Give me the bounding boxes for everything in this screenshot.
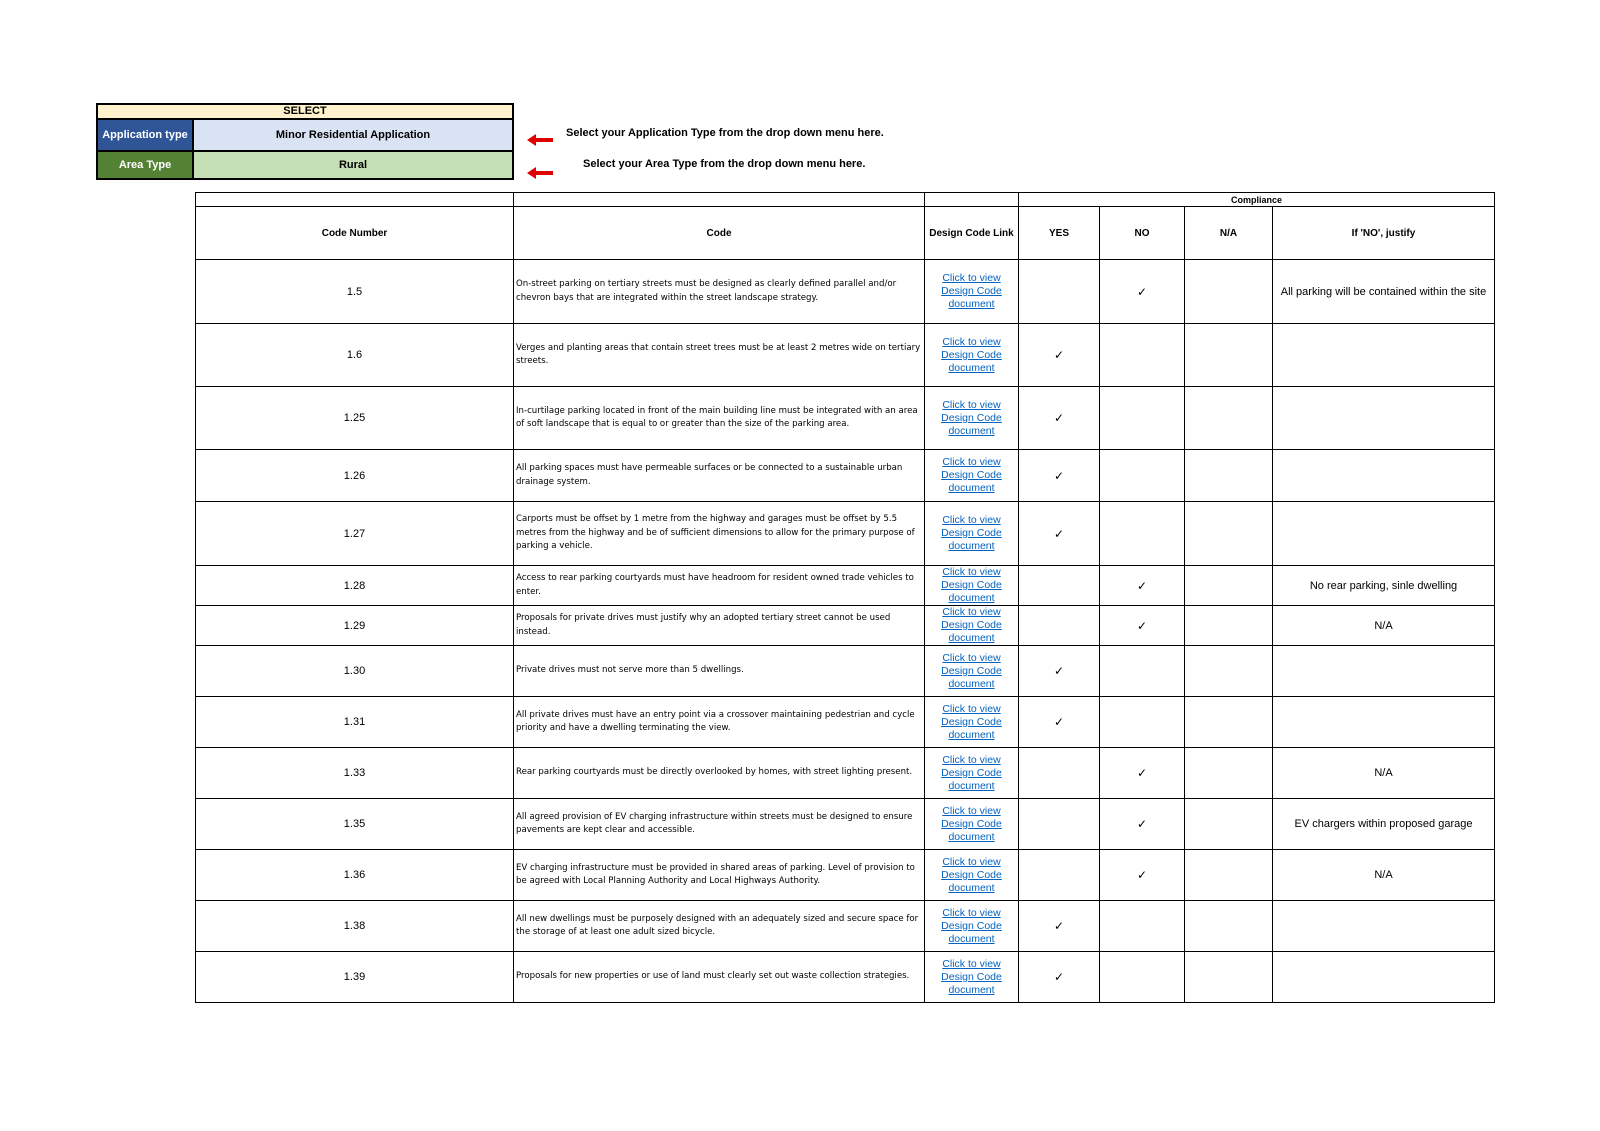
area-type-label: Area Type xyxy=(97,151,193,179)
yes-cell[interactable] xyxy=(1019,646,1100,697)
justification-cell[interactable] xyxy=(1273,697,1495,748)
no-cell[interactable] xyxy=(1100,799,1185,850)
code-number-cell: 1.5 xyxy=(196,260,514,324)
code-text-cell: Private drives must not serve more than 5 dwellings. xyxy=(514,646,925,697)
design-code-link[interactable] xyxy=(941,703,1002,741)
design-code-link[interactable] xyxy=(941,652,1002,690)
no-cell[interactable] xyxy=(1100,260,1185,324)
design-code-link-line: Design Code xyxy=(941,868,1002,881)
yes-cell[interactable] xyxy=(1019,387,1100,450)
table-row xyxy=(196,697,1495,748)
code-number-cell: 1.26 xyxy=(196,450,514,502)
code-number-cell: 1.30 xyxy=(196,646,514,697)
code-text-cell: On-street parking on tertiary streets must be designed as clearly defined parallel and/or chevron bays that are integrated within the street landscape strategy. xyxy=(514,260,925,324)
design-code-link-line: document xyxy=(948,361,995,374)
justification-cell[interactable]: EV chargers within proposed garage xyxy=(1273,799,1495,850)
application-type-dropdown[interactable]: Minor Residential Application xyxy=(193,119,513,151)
design-code-link-line: Click to view xyxy=(942,702,1001,715)
na-cell[interactable] xyxy=(1185,799,1273,850)
no-cell[interactable] xyxy=(1100,850,1185,901)
yes-cell[interactable] xyxy=(1019,901,1100,952)
no-cell[interactable] xyxy=(1100,606,1185,646)
design-code-link[interactable] xyxy=(941,907,1002,945)
design-code-link-line: Design Code xyxy=(941,970,1002,983)
design-code-link-line: Design Code xyxy=(941,348,1002,361)
table-row xyxy=(196,566,1495,606)
design-code-link-line: Click to view xyxy=(942,335,1001,348)
no-cell[interactable] xyxy=(1100,952,1185,1003)
design-code-link-cell xyxy=(925,502,1019,566)
yes-cell[interactable] xyxy=(1019,324,1100,387)
design-code-link-line: Design Code xyxy=(941,411,1002,424)
table-row xyxy=(196,606,1495,646)
design-code-link-line: document xyxy=(948,932,995,945)
table-row xyxy=(196,260,1495,324)
check-mark-icon: ✓ xyxy=(1136,618,1148,633)
code-text-cell: Proposals for private drives must justify why an adopted tertiary street cannot be used instead. xyxy=(514,606,925,646)
design-code-link-line: Click to view xyxy=(942,566,1001,578)
na-cell[interactable] xyxy=(1185,502,1273,566)
na-cell[interactable] xyxy=(1185,901,1273,952)
justification-cell[interactable] xyxy=(1273,387,1495,450)
yes-cell[interactable] xyxy=(1019,606,1100,646)
no-cell[interactable] xyxy=(1100,748,1185,799)
design-code-link-cell xyxy=(925,901,1019,952)
code-number-cell: 1.38 xyxy=(196,901,514,952)
check-mark-icon: ✓ xyxy=(1053,715,1065,729)
na-cell[interactable] xyxy=(1185,850,1273,901)
red-arrow-icon xyxy=(527,167,553,179)
check-mark-icon: ✓ xyxy=(1053,664,1065,678)
blank-header-cell xyxy=(925,193,1019,207)
na-cell[interactable] xyxy=(1185,952,1273,1003)
check-mark-icon: ✓ xyxy=(1136,766,1148,780)
table-row xyxy=(196,324,1495,387)
design-code-link[interactable] xyxy=(941,958,1002,996)
design-code-link-cell xyxy=(925,952,1019,1003)
design-code-link-line: document xyxy=(948,632,995,644)
code-text-cell: Rear parking courtyards must be directly overlooked by homes, with street lighting present. xyxy=(514,748,925,799)
red-arrow-icon xyxy=(527,134,553,146)
design-code-link-line: document xyxy=(948,779,995,792)
justification-cell[interactable] xyxy=(1273,646,1495,697)
table-row xyxy=(196,450,1495,502)
code-text-cell: Proposals for new properties or use of land must clearly set out waste collection strategies. xyxy=(514,952,925,1003)
table-row xyxy=(196,850,1495,901)
table-row xyxy=(196,799,1495,850)
justification-cell[interactable] xyxy=(1273,952,1495,1003)
code-number-cell: 1.36 xyxy=(196,850,514,901)
justification-cell[interactable]: N/A xyxy=(1273,748,1495,799)
blank-header-cell xyxy=(514,193,925,207)
design-code-link-line: Design Code xyxy=(941,527,1002,539)
selection-panel xyxy=(96,103,514,180)
application-type-label: Application type xyxy=(97,119,193,151)
yes-cell[interactable] xyxy=(1019,952,1100,1003)
design-code-link[interactable] xyxy=(941,856,1002,894)
na-cell[interactable] xyxy=(1185,697,1273,748)
code-number-cell: 1.35 xyxy=(196,799,514,850)
yes-cell[interactable] xyxy=(1019,748,1100,799)
design-code-link-cell xyxy=(925,748,1019,799)
no-cell[interactable] xyxy=(1100,566,1185,606)
code-text-cell: Verges and planting areas that contain street trees must be at least 2 metres wide on tertiary streets. xyxy=(514,324,925,387)
design-code-link-line: Design Code xyxy=(941,817,1002,830)
select-header: SELECT xyxy=(97,104,513,119)
check-mark-icon: ✓ xyxy=(1136,868,1148,882)
table-row xyxy=(196,646,1495,697)
design-code-link[interactable] xyxy=(941,805,1002,843)
application-type-instruction: Select your Application Type from the drop down menu here. xyxy=(566,127,884,139)
code-text-cell: All parking spaces must have permeable surfaces or be connected to a sustainable urban drainage system. xyxy=(514,450,925,502)
no-cell[interactable] xyxy=(1100,697,1185,748)
design-code-link-line: Design Code xyxy=(941,664,1002,677)
compliance-table xyxy=(195,192,1495,1003)
na-cell[interactable] xyxy=(1185,387,1273,450)
design-code-link-cell xyxy=(925,799,1019,850)
design-code-link[interactable] xyxy=(941,606,1002,644)
design-code-link-cell xyxy=(925,606,1019,646)
justification-cell[interactable] xyxy=(1273,450,1495,502)
design-code-link-line: document xyxy=(948,592,995,604)
justification-cell[interactable] xyxy=(1273,502,1495,566)
design-code-link-line: Design Code xyxy=(941,766,1002,779)
no-cell[interactable] xyxy=(1100,324,1185,387)
justification-cell[interactable]: All parking will be contained within the site xyxy=(1273,260,1495,324)
design-code-link[interactable] xyxy=(941,399,1002,437)
design-code-link[interactable] xyxy=(941,336,1002,374)
no-cell[interactable] xyxy=(1100,646,1185,697)
design-code-link-line: document xyxy=(948,728,995,741)
design-code-link-line: document xyxy=(948,881,995,894)
yes-cell[interactable] xyxy=(1019,799,1100,850)
check-mark-icon: ✓ xyxy=(1053,919,1065,933)
justification-cell[interactable] xyxy=(1273,901,1495,952)
code-text-cell: All agreed provision of EV charging infrastructure within streets must be designed to ensure pavements are kept clear and accessible. xyxy=(514,799,925,850)
yes-cell[interactable] xyxy=(1019,260,1100,324)
code-text-cell: All private drives must have an entry point via a crossover maintaining pedestrian and cycle priority and have a dwelling terminating the view. xyxy=(514,697,925,748)
column-header-na: N/A xyxy=(1185,207,1273,260)
yes-cell[interactable] xyxy=(1019,566,1100,606)
design-code-link-cell xyxy=(925,260,1019,324)
design-code-link-cell xyxy=(925,850,1019,901)
design-code-link-cell xyxy=(925,646,1019,697)
code-number-cell: 1.28 xyxy=(196,566,514,606)
design-code-link-line: Design Code xyxy=(941,715,1002,728)
design-code-link[interactable] xyxy=(941,456,1002,494)
na-cell[interactable] xyxy=(1185,748,1273,799)
justification-cell[interactable]: No rear parking, sinle dwelling xyxy=(1273,566,1495,606)
design-code-link-line: document xyxy=(948,424,995,437)
design-code-link-line: document xyxy=(948,298,995,310)
na-cell[interactable] xyxy=(1185,646,1273,697)
design-code-link-line: Click to view xyxy=(942,957,1001,970)
column-header-no: NO xyxy=(1100,207,1185,260)
design-code-link-line: Click to view xyxy=(942,804,1001,817)
design-code-link-cell xyxy=(925,387,1019,450)
justification-cell[interactable]: N/A xyxy=(1273,850,1495,901)
design-code-link[interactable] xyxy=(941,272,1002,310)
design-code-link-cell xyxy=(925,697,1019,748)
table-row xyxy=(196,387,1495,450)
code-number-cell: 1.39 xyxy=(196,952,514,1003)
design-code-link-cell xyxy=(925,566,1019,606)
check-mark-icon: ✓ xyxy=(1136,578,1148,593)
design-code-link-line: Design Code xyxy=(941,579,1002,591)
design-code-link-line: Design Code xyxy=(941,619,1002,631)
design-code-link-line: document xyxy=(948,677,995,690)
design-code-link-line: document xyxy=(948,983,995,996)
design-code-link-line: Click to view xyxy=(942,514,1001,526)
design-code-link-line: Click to view xyxy=(942,855,1001,868)
check-mark-icon: ✓ xyxy=(1053,348,1065,362)
check-mark-icon: ✓ xyxy=(1136,284,1148,299)
no-cell[interactable] xyxy=(1100,387,1185,450)
design-code-link-line: Click to view xyxy=(942,272,1001,284)
design-code-link-line: document xyxy=(948,830,995,843)
design-code-link[interactable] xyxy=(941,566,1002,604)
column-header-design-code-link: Design Code Link xyxy=(925,207,1019,260)
code-text-cell: Access to rear parking courtyards must have headroom for resident owned trade vehicles to enter. xyxy=(514,566,925,606)
table-row xyxy=(196,748,1495,799)
column-header-code: Code xyxy=(514,207,925,260)
column-header-yes: YES xyxy=(1019,207,1100,260)
code-number-cell: 1.31 xyxy=(196,697,514,748)
design-code-link[interactable] xyxy=(941,514,1002,552)
code-text-cell: Carports must be offset by 1 metre from the highway and garages must be offset by 5.5 metres from the highway and be of sufficient dimensions to allow for the primary purpose of parking a vehicle. xyxy=(514,502,925,566)
yes-cell[interactable] xyxy=(1019,697,1100,748)
no-cell[interactable] xyxy=(1100,502,1185,566)
blank-header-cell xyxy=(196,193,514,207)
no-cell[interactable] xyxy=(1100,450,1185,502)
code-text-cell: All new dwellings must be purposely designed with an adequately sized and secure space for the storage of at least one adult sized bicycle. xyxy=(514,901,925,952)
code-number-cell: 1.27 xyxy=(196,502,514,566)
na-cell[interactable] xyxy=(1185,566,1273,606)
code-text-cell: EV charging infrastructure must be provided in shared areas of parking. Level of provision to be agreed with Local Planning Authority and Local Highways Authority. xyxy=(514,850,925,901)
table-row xyxy=(196,901,1495,952)
code-number-cell: 1.33 xyxy=(196,748,514,799)
yes-cell[interactable] xyxy=(1019,850,1100,901)
yes-cell[interactable] xyxy=(1019,502,1100,566)
area-type-dropdown[interactable]: Rural xyxy=(193,151,513,179)
check-mark-icon: ✓ xyxy=(1053,526,1065,541)
design-code-link-line: Design Code xyxy=(941,285,1002,297)
code-number-cell: 1.6 xyxy=(196,324,514,387)
column-header-justify: If 'NO', justify xyxy=(1273,207,1495,260)
design-code-link-line: document xyxy=(948,540,995,552)
area-type-instruction: Select your Area Type from the drop down menu here. xyxy=(583,158,866,170)
check-mark-icon: ✓ xyxy=(1053,411,1065,425)
design-code-link-cell xyxy=(925,450,1019,502)
design-code-link[interactable] xyxy=(941,754,1002,792)
justification-cell[interactable]: N/A xyxy=(1273,606,1495,646)
justification-cell[interactable] xyxy=(1273,324,1495,387)
design-code-link-line: Click to view xyxy=(942,651,1001,664)
na-cell[interactable] xyxy=(1185,606,1273,646)
design-code-link-line: Click to view xyxy=(942,398,1001,411)
check-mark-icon: ✓ xyxy=(1053,468,1065,483)
na-cell[interactable] xyxy=(1185,450,1273,502)
design-code-link-line: Click to view xyxy=(942,456,1001,468)
check-mark-icon: ✓ xyxy=(1053,970,1065,984)
na-cell[interactable] xyxy=(1185,260,1273,324)
table-row xyxy=(196,502,1495,566)
code-text-cell: In-curtilage parking located in front of the main building line must be integrated with an area of soft landscape that is equal to or greater than the size of the parking area. xyxy=(514,387,925,450)
design-code-link-line: Click to view xyxy=(942,906,1001,919)
code-number-cell: 1.25 xyxy=(196,387,514,450)
design-code-link-line: Click to view xyxy=(942,753,1001,766)
compliance-header: Compliance xyxy=(1019,193,1495,207)
design-code-link-cell xyxy=(925,324,1019,387)
check-mark-icon: ✓ xyxy=(1136,817,1148,831)
column-header-code-number: Code Number xyxy=(196,207,514,260)
no-cell[interactable] xyxy=(1100,901,1185,952)
yes-cell[interactable] xyxy=(1019,450,1100,502)
table-row xyxy=(196,952,1495,1003)
design-code-link-line: Click to view xyxy=(942,606,1001,618)
code-number-cell: 1.29 xyxy=(196,606,514,646)
design-code-link-line: Design Code xyxy=(941,919,1002,932)
design-code-link-line: Design Code xyxy=(941,469,1002,481)
na-cell[interactable] xyxy=(1185,324,1273,387)
design-code-link-line: document xyxy=(948,482,995,494)
